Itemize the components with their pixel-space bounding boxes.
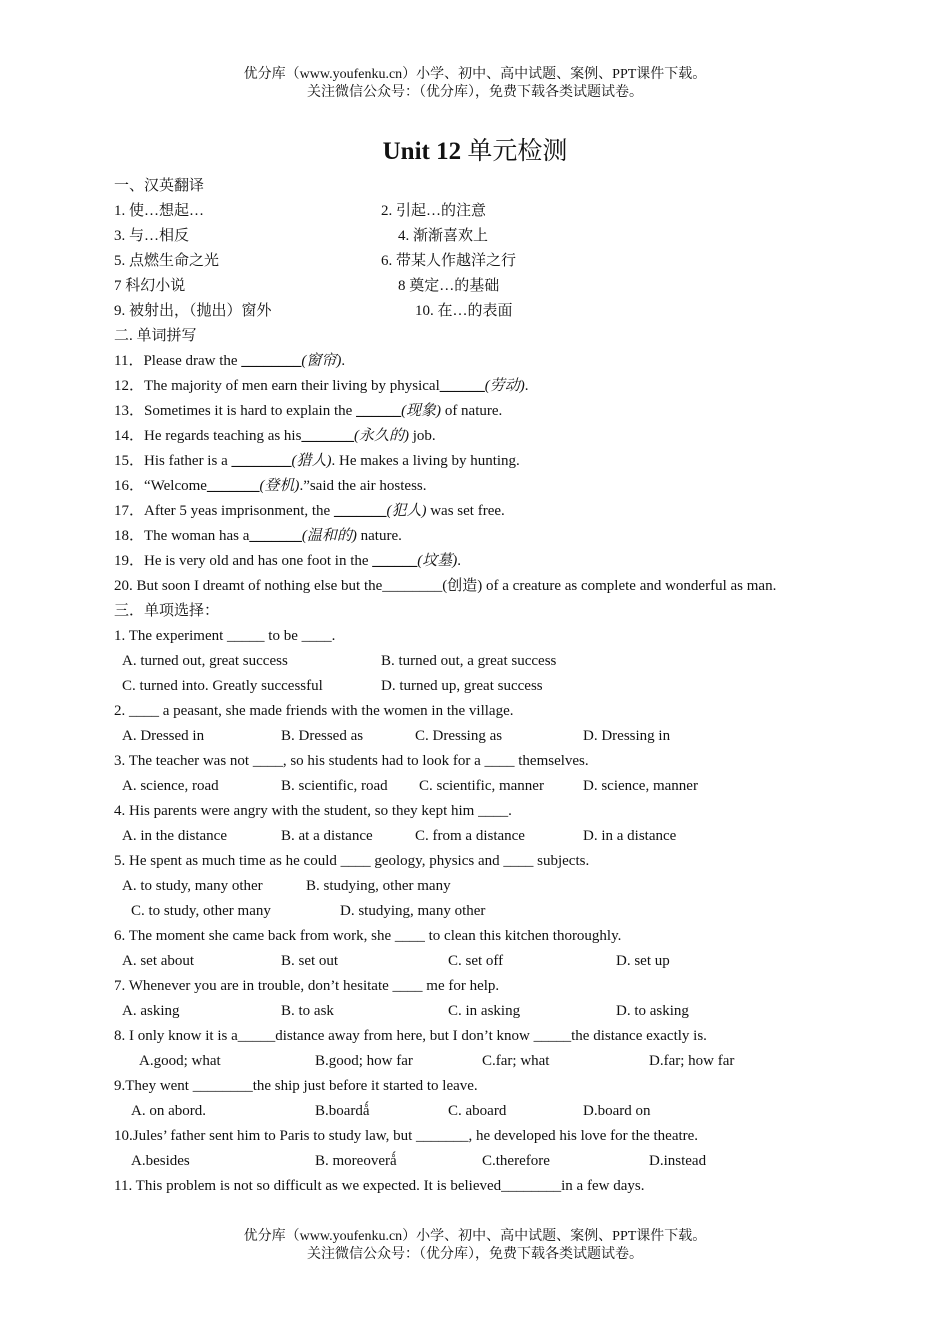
- option: A.good; what: [139, 1053, 221, 1069]
- translation-item: 3. 与…相反: [114, 228, 190, 244]
- option: B. at a distance: [281, 828, 373, 844]
- option: A. to study, many other: [122, 878, 263, 894]
- option: D. science, manner: [583, 778, 698, 794]
- option: B. scientific, road: [281, 778, 388, 794]
- option: D. in a distance: [583, 828, 677, 844]
- question-4: 4. His parents were angry with the student, so they kept him ____.: [114, 803, 512, 819]
- title-cn: 单元检测: [467, 138, 568, 165]
- section1-heading: 一、汉英翻译: [114, 178, 205, 194]
- question-8: 8. I only know it is a_____distance away from here, but I don’t know _____the distance exactly is.: [114, 1028, 707, 1044]
- section3-heading: 三．单项选择：: [114, 603, 220, 619]
- footer-line-1: 优分库（www.youfenku.cn）小学、初中、高中试题、案例、PPT课件下载。: [243, 1229, 707, 1244]
- option: A. on abord.: [131, 1103, 206, 1119]
- page-header: [0, 66, 950, 102]
- option: C. scientific, manner: [419, 778, 544, 794]
- question-5: 5. He spent as much time as he could ____ geology, physics and ____ subjects.: [114, 853, 590, 869]
- option: A. asking: [122, 1003, 180, 1019]
- translation-item: 10. 在…的表面: [415, 303, 513, 319]
- option: A. turned out, great success: [122, 653, 288, 669]
- spelling-item: 16．“Welcome_______(登机).”said the air hostess.: [114, 478, 427, 494]
- question-7: 7. Whenever you are in trouble, don’t hesitate ____ me for help.: [114, 978, 500, 994]
- option: C. from a distance: [415, 828, 525, 844]
- spelling-item: 13．Sometimes it is hard to explain the ______(现象) of nature.: [114, 403, 503, 419]
- option: D. set up: [616, 953, 670, 969]
- title-en: Unit 12: [382, 138, 468, 165]
- question-3: 3. The teacher was not ____, so his students had to look for a ____ themselves.: [114, 753, 589, 769]
- question-10: 10.Jules’ father sent him to Paris to study law, but _______, he developed his love for the theatre.: [114, 1128, 699, 1144]
- option: D. to asking: [616, 1003, 689, 1019]
- question-9: 9.They went ________the ship just before it started to leave.: [114, 1078, 478, 1094]
- question-2: 2. ____ a peasant, she made friends with the women in the village.: [114, 703, 514, 719]
- translation-row: [114, 199, 840, 224]
- option: C. aboard: [448, 1103, 507, 1119]
- options-row: [114, 1149, 840, 1174]
- option: B. to ask: [281, 1003, 334, 1019]
- footer-line-2: 关注微信公众号：（优分库），免费下载各类试题试卷。: [307, 1247, 643, 1262]
- translation-item: 7 科幻小说: [114, 278, 186, 294]
- options-row: [114, 999, 840, 1024]
- translation-item: 2. 引起…的注意: [381, 203, 487, 219]
- spelling-item: 17．After 5 yeas imprisonment, the _______(犯人) was set free.: [114, 503, 505, 519]
- options-row: [114, 824, 840, 849]
- option: B. turned out, a great success: [381, 653, 557, 669]
- translation-row: [114, 299, 840, 324]
- translation-row: [114, 249, 840, 274]
- option: C.therefore: [482, 1153, 550, 1169]
- option: A.besides: [131, 1153, 190, 1169]
- option: C. turned into. Greatly successful: [122, 678, 323, 694]
- option: C. to study, other many: [131, 903, 271, 919]
- translation-item: 5. 点燃生命之光: [114, 253, 220, 269]
- option: D. studying, many other: [340, 903, 486, 919]
- page-title: [0, 131, 950, 167]
- option: C. Dressing as: [415, 728, 503, 744]
- header-line-2: 关注微信公众号：（优分库），免费下载各类试题试卷。: [307, 85, 643, 100]
- question-6: 6. The moment she came back from work, she ____ to clean this kitchen thoroughly.: [114, 928, 622, 944]
- translation-item: 6. 带某人作越洋之行: [381, 253, 517, 269]
- option: A. science, road: [122, 778, 219, 794]
- option: B. moreoverǻ: [315, 1153, 397, 1169]
- option: D. turned up, great success: [381, 678, 543, 694]
- options-row: [114, 1099, 840, 1124]
- translation-row: [114, 224, 840, 249]
- option: B. studying, other many: [306, 878, 451, 894]
- options-row: [114, 874, 840, 899]
- spelling-item: 14．He regards teaching as his_______(永久的) job.: [114, 428, 436, 444]
- header-line-1: 优分库（www.youfenku.cn）小学、初中、高中试题、案例、PPT课件下载。: [243, 67, 707, 82]
- spelling-item: 18．The woman has a_______(温和的) nature.: [114, 528, 402, 544]
- option: C. in asking: [448, 1003, 521, 1019]
- option: D. Dressing in: [583, 728, 671, 744]
- translation-item: 1. 使…想起…: [114, 203, 205, 219]
- spelling-item: 12．The majority of men earn their living by physical______(劳动).: [114, 378, 529, 394]
- options-row: [114, 1049, 840, 1074]
- option: D.far; how far: [649, 1053, 735, 1069]
- option: B. Dressed as: [281, 728, 364, 744]
- option: B. set out: [281, 953, 339, 969]
- translation-item: 8 奠定…的基础: [398, 278, 500, 294]
- translation-item: 4. 渐渐喜欢上: [398, 228, 489, 244]
- question-11: 11. This problem is not so difficult as we expected. It is believed________in a few days.: [114, 1178, 645, 1194]
- document-body: [114, 174, 840, 1199]
- options-row: [114, 899, 840, 924]
- question-1: 1. The experiment _____ to be ____.: [114, 628, 336, 644]
- spelling-item-20: 20. But soon I dreamt of nothing else but the________(创造) of a creature as complete and wonderful as man.: [114, 578, 777, 594]
- option: B.good; how far: [315, 1053, 413, 1069]
- spelling-item: 19．He is very old and has one foot in the ______(坟墓).: [114, 553, 462, 569]
- option: C.far; what: [482, 1053, 550, 1069]
- translation-item: 9. 被射出，（抛出）窗外: [114, 303, 272, 319]
- option: A. Dressed in: [122, 728, 205, 744]
- option: A. in the distance: [122, 828, 227, 844]
- options-row: [114, 949, 840, 974]
- option: D.board on: [583, 1103, 651, 1119]
- options-row: [114, 724, 840, 749]
- spelling-item: 15．His father is a ________(猎人). He makes a living by hunting.: [114, 453, 520, 469]
- options-row: [114, 649, 840, 674]
- option: D.instead: [649, 1153, 707, 1169]
- option: C. set off: [448, 953, 504, 969]
- spelling-item: 11．Please draw the ________(窗帘).: [114, 353, 346, 369]
- translation-row: [114, 274, 840, 299]
- options-row: [114, 674, 840, 699]
- section2-heading: 二. 单词拼写: [114, 328, 197, 344]
- option: B.boardǻ: [315, 1103, 370, 1119]
- page-footer: [0, 1228, 950, 1264]
- options-row: [114, 774, 840, 799]
- option: A. set about: [122, 953, 195, 969]
